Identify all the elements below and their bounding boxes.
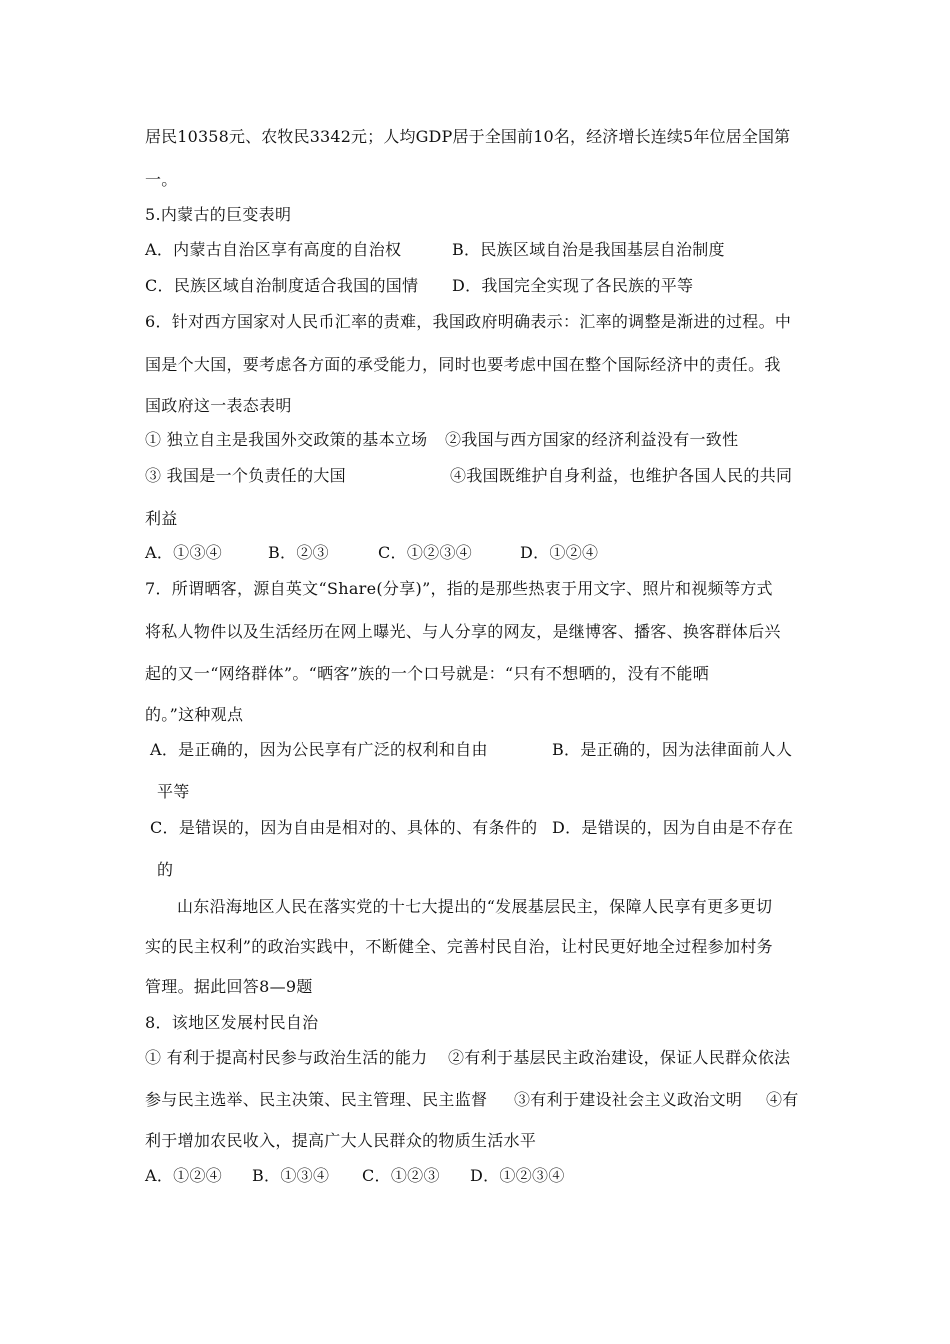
material-line-2: 实的民主权利”的政治实践中，不断健全、完善村民自治，让村民更好地全过程参加村务 — [145, 937, 773, 956]
question-6-option-b: B．②③ — [268, 543, 329, 562]
question-8-option-c: C．①②③ — [362, 1166, 440, 1185]
question-6-item-4-line-2: 利益 — [145, 509, 178, 528]
question-8-option-d: D．①②③④ — [470, 1166, 565, 1185]
question-7-option-c: C．是错误的，因为自由是相对的、具体的、有条件的 — [150, 818, 538, 837]
question-6-stem-line-3: 国政府这一表态表明 — [145, 396, 292, 415]
question-7-option-d-line-1: D．是错误的，因为自由是不存在 — [552, 818, 794, 837]
question-8-item-2-continued: 参与民主选举、民主决策、民主管理、民主监督 — [145, 1090, 488, 1109]
question-6-option-c: C．①②③④ — [378, 543, 473, 562]
question-7-stem-line-2: 将私人物件以及生活经历在网上曝光、与人分享的网友，是继博客、播客、换客群体后兴 — [145, 622, 781, 641]
material-line-1: 山东沿海地区人民在落实党的十七大提出的“发展基层民主，保障人民享有更多更切 — [177, 897, 773, 916]
question-5-option-d: D．我国完全实现了各民族的平等 — [452, 276, 694, 295]
question-6-item-4-line-1: ④我国既维护自身利益，也维护各国人民的共同 — [450, 466, 793, 485]
question-6-stem-line-1: 6．针对西方国家对人民币汇率的责难，我国政府明确表示：汇率的调整是渐进的过程。中 — [145, 312, 792, 331]
question-6-item-3: ③ 我国是一个负责任的大国 — [145, 466, 346, 485]
question-8-item-4-continued: 利于增加农民收入，提高广大人民群众的物质生活水平 — [145, 1131, 537, 1150]
question-5-option-a: A．内蒙古自治区享有高度的自治权 — [145, 240, 402, 259]
question-7-stem-line-4: 的。”这种观点 — [145, 705, 244, 724]
question-7-option-d-line-2: 的 — [157, 860, 174, 879]
question-8-item-2: ②有利于基层民主政治建设，保证人民群众依法 — [448, 1048, 791, 1067]
question-6-item-2: ②我国与西方国家的经济利益没有一致性 — [445, 430, 739, 449]
intro-line-2: 一。 — [145, 170, 178, 189]
question-7-option-b-line-1: B．是正确的，因为法律面前人人 — [552, 740, 793, 759]
question-8-option-b: B．①③④ — [252, 1166, 330, 1185]
question-6-stem-line-2: 国是个大国，要考虑各方面的承受能力，同时也要考虑中国在整个国际经济中的责任。我 — [145, 355, 781, 374]
question-7-option-b-line-2: 平等 — [157, 782, 190, 801]
question-7-stem-line-3: 起的又一“网络群体”。“晒客”族的一个口号就是：“只有不想晒的，没有不能晒 — [145, 664, 709, 683]
question-8-stem: 8．该地区发展村民自治 — [145, 1013, 319, 1032]
question-7-stem-line-1: 7．所谓晒客，源自英文“Share(分享)”，指的是那些热衷于用文字、照片和视频等方式 — [145, 579, 773, 598]
question-5-stem: 5.内蒙古的巨变表明 — [145, 205, 292, 224]
question-8-option-a: A．①②④ — [145, 1166, 223, 1185]
question-7-option-a: A．是正确的，因为公民享有广泛的权利和自由 — [150, 740, 488, 759]
question-5-option-b: B．民族区域自治是我国基层自治制度 — [452, 240, 725, 259]
material-line-3: 管理。据此回答8—9题 — [145, 977, 313, 996]
question-6-option-a: A．①③④ — [145, 543, 223, 562]
question-8-item-1: ① 有利于提高村民参与政治生活的能力 — [145, 1048, 428, 1067]
question-6-item-1: ① 独立自主是我国外交政策的基本立场 — [145, 430, 428, 449]
question-8-item-3: ③有利于建设社会主义政治文明 — [514, 1090, 743, 1109]
intro-line-1: 居民10358元、农牧民3342元；人均GDP居于全国前10名，经济增长连续5年位居全国第 — [145, 127, 791, 146]
question-6-option-d: D．①②④ — [520, 543, 599, 562]
question-5-option-c: C．民族区域自治制度适合我国的国情 — [145, 276, 419, 295]
question-8-item-4: ④有 — [766, 1090, 799, 1109]
